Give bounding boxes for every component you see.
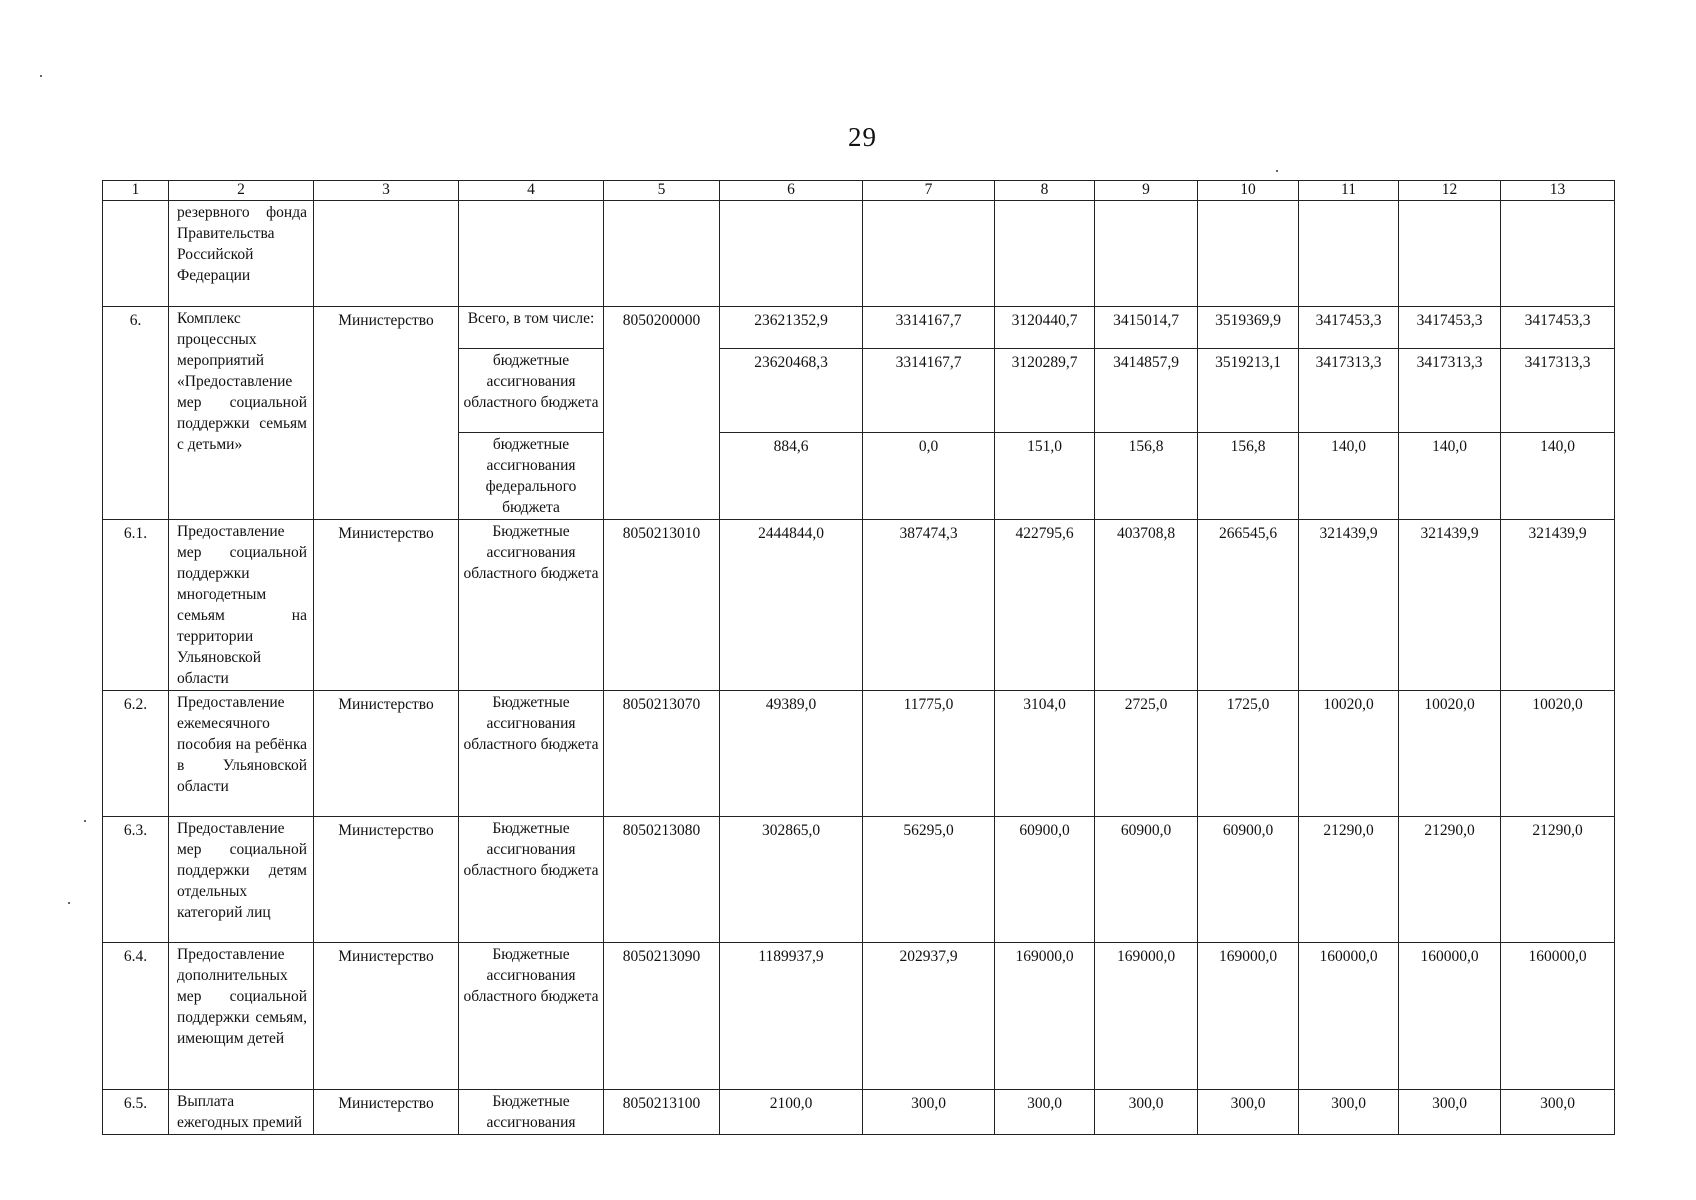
cell-value-8: 3104,0 — [995, 691, 1095, 817]
cell-value-13: 3417313,3 — [1501, 349, 1615, 433]
col-header-10: 10 — [1198, 181, 1299, 201]
page-number: 29 — [848, 122, 877, 152]
cell-num: 6.4. — [103, 943, 169, 1090]
cell-name: Комплекс процессных мероприятий «Предоставление мер социальной поддержки семьям с детьми» — [169, 307, 314, 520]
cell-empty — [1299, 201, 1399, 307]
cell-name: Предоставление мер социальной поддержки детям отдельных категорий лиц — [169, 817, 314, 943]
cell-value-11: 3417453,3 — [1299, 307, 1399, 349]
cell-value-10: 3519213,1 — [1198, 349, 1299, 433]
cell-executor: Министерство — [314, 1090, 459, 1135]
cell-value-9: 300,0 — [1095, 1090, 1198, 1135]
cell-value-8: 151,0 — [995, 433, 1095, 520]
cell-num: 6.5. — [103, 1090, 169, 1135]
cell-value-7: 387474,3 — [863, 520, 995, 691]
cell-value-12: 21290,0 — [1399, 817, 1501, 943]
cell-value-9: 403708,8 — [1095, 520, 1198, 691]
cell-value-7: 3314167,7 — [863, 349, 995, 433]
cell-value-7: 3314167,7 — [863, 307, 995, 349]
cell-value-10: 156,8 — [1198, 433, 1299, 520]
cell-empty — [604, 201, 720, 307]
cell-executor: Министерство — [314, 307, 459, 520]
col-header-1: 1 — [103, 181, 169, 201]
cell-num: 6. — [103, 307, 169, 520]
cell-empty — [1095, 201, 1198, 307]
col-header-8: 8 — [995, 181, 1095, 201]
cell-code: 8050213010 — [604, 520, 720, 691]
cell-name: Выплата ежегодных премий — [169, 1090, 314, 1135]
table-row-6-total — [103, 307, 1615, 349]
cell-executor: Министерство — [314, 520, 459, 691]
scan-speck — [84, 820, 86, 822]
col-header-4: 4 — [459, 181, 604, 201]
cell-source: Бюджетные ассигнования — [459, 1090, 604, 1135]
cell-source: Всего, в том числе: — [459, 307, 604, 349]
cell-source: бюджетные ассигнования областного бюджета — [459, 349, 604, 433]
cell-value-9: 156,8 — [1095, 433, 1198, 520]
cell-empty — [1501, 201, 1615, 307]
cell-value-11: 300,0 — [1299, 1090, 1399, 1135]
cell-value-12: 140,0 — [1399, 433, 1501, 520]
col-header-5: 5 — [604, 181, 720, 201]
cell-empty — [995, 201, 1095, 307]
col-header-12: 12 — [1399, 181, 1501, 201]
cell-value-11: 140,0 — [1299, 433, 1399, 520]
cell-value-8: 169000,0 — [995, 943, 1095, 1090]
cell-value-13: 10020,0 — [1501, 691, 1615, 817]
col-header-11: 11 — [1299, 181, 1399, 201]
cell-empty — [314, 201, 459, 307]
cell-value-9: 60900,0 — [1095, 817, 1198, 943]
cell-source: Бюджетные ассигнования областного бюджета — [459, 520, 604, 691]
cell-empty — [863, 201, 995, 307]
scan-speck — [1276, 170, 1278, 172]
cell-value-9: 3414857,9 — [1095, 349, 1198, 433]
cell-value-8: 300,0 — [995, 1090, 1095, 1135]
table-row — [103, 943, 1615, 1090]
cell-value-6: 1189937,9 — [720, 943, 863, 1090]
cell-value-13: 3417453,3 — [1501, 307, 1615, 349]
cell-value-13: 321439,9 — [1501, 520, 1615, 691]
col-header-13: 13 — [1501, 181, 1615, 201]
table-row — [103, 817, 1615, 943]
col-header-9: 9 — [1095, 181, 1198, 201]
cell-empty — [459, 201, 604, 307]
cell-executor: Министерство — [314, 943, 459, 1090]
cell-code: 8050200000 — [604, 307, 720, 520]
cell-name: резервного фонда Правительства Российской Федерации — [169, 201, 314, 307]
col-header-6: 6 — [720, 181, 863, 201]
cell-empty — [1399, 201, 1501, 307]
cell-value-11: 3417313,3 — [1299, 349, 1399, 433]
col-header-3: 3 — [314, 181, 459, 201]
cell-value-7: 11775,0 — [863, 691, 995, 817]
scan-speck — [68, 902, 70, 904]
cell-executor: Министерство — [314, 691, 459, 817]
cell-source: бюджетные ассигнования федерального бюджета — [459, 433, 604, 520]
cell-value-6: 2100,0 — [720, 1090, 863, 1135]
cell-value-6: 2444844,0 — [720, 520, 863, 691]
cell-name: Предоставление ежемесячного пособия на ребёнка в Ульяновской области — [169, 691, 314, 817]
cell-value-10: 169000,0 — [1198, 943, 1299, 1090]
cell-value-7: 56295,0 — [863, 817, 995, 943]
cell-value-9: 2725,0 — [1095, 691, 1198, 817]
cell-value-12: 10020,0 — [1399, 691, 1501, 817]
budget-table — [102, 180, 1615, 1135]
cell-value-13: 21290,0 — [1501, 817, 1615, 943]
cell-value-8: 60900,0 — [995, 817, 1095, 943]
table-row-continued — [103, 201, 1615, 307]
cell-value-10: 266545,6 — [1198, 520, 1299, 691]
cell-code: 8050213080 — [604, 817, 720, 943]
cell-value-11: 10020,0 — [1299, 691, 1399, 817]
cell-source: Бюджетные ассигнования областного бюджета — [459, 943, 604, 1090]
col-header-2: 2 — [169, 181, 314, 201]
cell-value-10: 3519369,9 — [1198, 307, 1299, 349]
cell-code: 8050213070 — [604, 691, 720, 817]
cell-value-11: 21290,0 — [1299, 817, 1399, 943]
cell-value-10: 60900,0 — [1198, 817, 1299, 943]
cell-empty — [720, 201, 863, 307]
cell-num: 6.3. — [103, 817, 169, 943]
cell-value-6: 49389,0 — [720, 691, 863, 817]
cell-value-8: 3120440,7 — [995, 307, 1095, 349]
cell-value-12: 321439,9 — [1399, 520, 1501, 691]
cell-value-6: 302865,0 — [720, 817, 863, 943]
cell-value-6: 23621352,9 — [720, 307, 863, 349]
cell-value-10: 1725,0 — [1198, 691, 1299, 817]
cell-value-8: 3120289,7 — [995, 349, 1095, 433]
cell-value-12: 3417313,3 — [1399, 349, 1501, 433]
cell-value-13: 160000,0 — [1501, 943, 1615, 1090]
scan-speck — [40, 75, 42, 77]
cell-code: 8050213100 — [604, 1090, 720, 1135]
cell-value-12: 160000,0 — [1399, 943, 1501, 1090]
cell-code: 8050213090 — [604, 943, 720, 1090]
cell-executor: Министерство — [314, 817, 459, 943]
cell-num — [103, 201, 169, 307]
cell-value-6: 884,6 — [720, 433, 863, 520]
cell-source: Бюджетные ассигнования областного бюджета — [459, 817, 604, 943]
cell-empty — [1198, 201, 1299, 307]
cell-num: 6.1. — [103, 520, 169, 691]
col-header-7: 7 — [863, 181, 995, 201]
cell-value-12: 3417453,3 — [1399, 307, 1501, 349]
cell-value-7: 202937,9 — [863, 943, 995, 1090]
header-row — [103, 181, 1615, 201]
cell-value-9: 169000,0 — [1095, 943, 1198, 1090]
table-row — [103, 520, 1615, 691]
cell-value-9: 3415014,7 — [1095, 307, 1198, 349]
cell-value-6: 23620468,3 — [720, 349, 863, 433]
cell-num: 6.2. — [103, 691, 169, 817]
cell-value-13: 300,0 — [1501, 1090, 1615, 1135]
cell-value-11: 321439,9 — [1299, 520, 1399, 691]
cell-value-8: 422795,6 — [995, 520, 1095, 691]
cell-value-11: 160000,0 — [1299, 943, 1399, 1090]
cell-value-7: 0,0 — [863, 433, 995, 520]
cell-source: Бюджетные ассигнования областного бюджета — [459, 691, 604, 817]
table-row — [103, 691, 1615, 817]
cell-name: Предоставление мер социальной поддержки многодетным семьям на территории Ульяновской области — [169, 520, 314, 691]
table-row — [103, 1090, 1615, 1135]
cell-value-12: 300,0 — [1399, 1090, 1501, 1135]
cell-value-10: 300,0 — [1198, 1090, 1299, 1135]
cell-value-13: 140,0 — [1501, 433, 1615, 520]
cell-name: Предоставление дополнительных мер социальной поддержки семьям, имеющим детей — [169, 943, 314, 1090]
cell-value-7: 300,0 — [863, 1090, 995, 1135]
